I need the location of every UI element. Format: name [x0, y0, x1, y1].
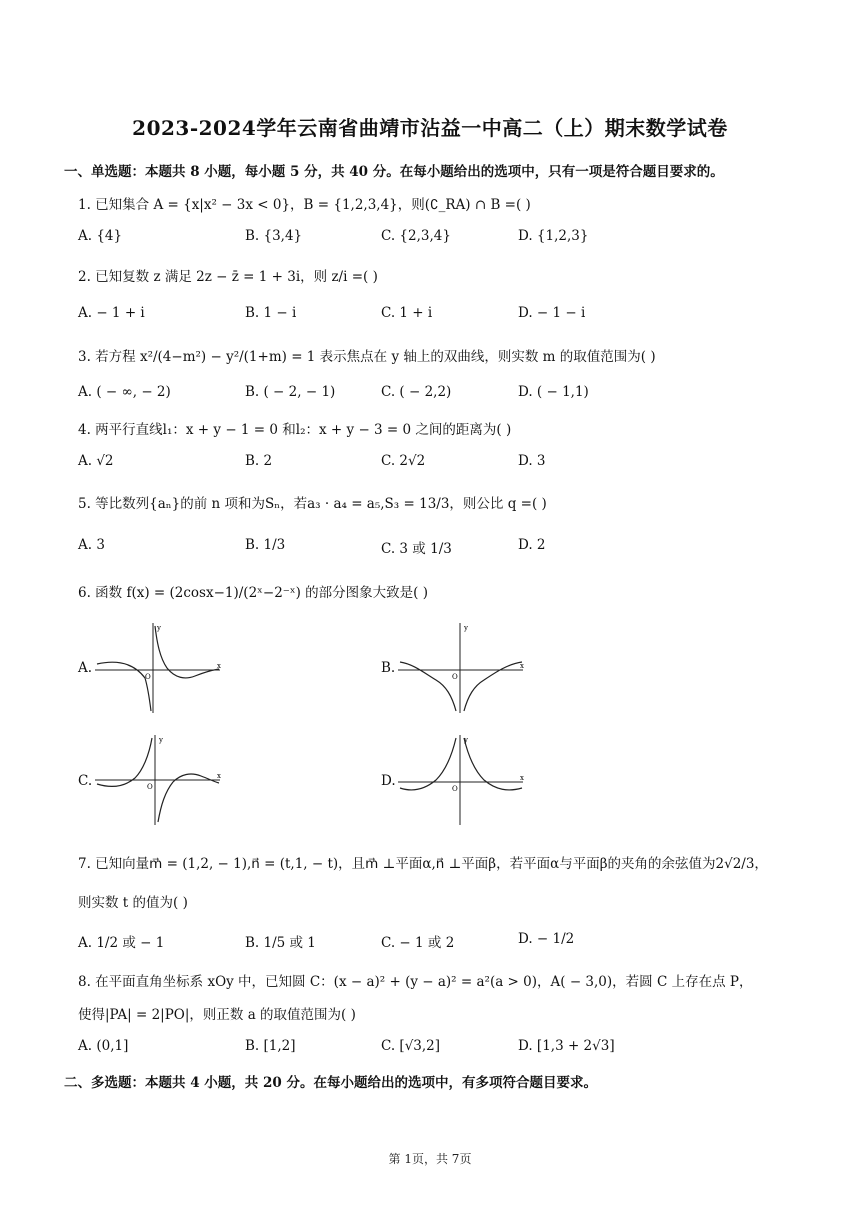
- q2-option-b: B. 1 − i: [245, 305, 297, 321]
- section-heading-single-choice: 一、单选题：本题共 8 小题，每小题 5 分，共 40 分。在每小题给出的选项中，只有一项是符合题目要求的。: [64, 164, 724, 180]
- page-title: 2023-2024学年云南省曲靖市沾益一中高二（上）期末数学试卷: [132, 116, 728, 140]
- q4-option-c: C. 2√2: [381, 453, 426, 469]
- q4-option-b: B. 2: [245, 453, 273, 469]
- q5-option-c: C. 3 或 1/3: [381, 541, 452, 557]
- q6-c-y-label: y: [159, 736, 163, 744]
- q1-option-d: D. {1,2,3}: [518, 228, 589, 244]
- q1-option-a: A. {4}: [78, 228, 123, 244]
- q1-option-c: C. {2,3,4}: [381, 228, 451, 244]
- q1-option-b: B. {3,4}: [245, 228, 303, 244]
- q8-option-a: A. (0,1]: [78, 1038, 129, 1054]
- q6-c-x-label: x: [217, 772, 221, 780]
- question-8-line-1: 8. 在平面直角坐标系 xOy 中，已知圆 C：(x − a)² + (y − a)² = a²(a > 0)，A( − 3,0)，若圆 C 上存在点 P，: [78, 974, 753, 990]
- question-8-line-2: 使得|PA| = 2|PO|，则正数 a 的取值范围为( ): [78, 1007, 356, 1023]
- question-5: 5. 等比数列{aₙ}的前 n 项和为Sₙ，若a₃ · a₄ = a₅,S₃ = 13/3，则公比 q =( ): [78, 496, 547, 512]
- q6-c-origin-label: O: [147, 783, 153, 791]
- q6-graph-b: [398, 618, 528, 713]
- q6-graph-c: [95, 730, 225, 825]
- q7-option-a: A. 1/2 或 − 1: [78, 935, 165, 951]
- q4-option-a: A. √2: [78, 453, 114, 469]
- question-1: 1. 已知集合 A = {x|x² − 3x < 0}，B = {1,2,3,4}，则(∁_RA) ∩ B =( ): [78, 197, 531, 213]
- q7-option-b: B. 1/5 或 1: [245, 935, 316, 951]
- q2-option-a: A. − 1 + i: [78, 305, 145, 321]
- q6-label-d: D.: [381, 773, 396, 789]
- q6-label-c: C.: [78, 773, 93, 789]
- question-4: 4. 两平行直线l₁：x + y − 1 = 0 和l₂：x + y − 3 = 0 之间的距离为( ): [78, 422, 512, 438]
- q7-option-d: D. − 1/2: [518, 931, 575, 947]
- q8-option-b: B. [1,2]: [245, 1038, 296, 1054]
- q8-option-c: C. [√3,2]: [381, 1038, 441, 1054]
- q2-option-c: C. 1 + i: [381, 305, 433, 321]
- q6-a-origin-label: O: [145, 673, 151, 681]
- q3-option-a: A. ( − ∞, − 2): [78, 384, 171, 400]
- q6-a-y-label: y: [157, 624, 161, 632]
- q6-b-y-label: y: [464, 624, 468, 632]
- q6-graph-d: [398, 730, 528, 825]
- question-2: 2. 已知复数 z 满足 2z − z̄ = 1 + 3i，则 z/i =( ): [78, 269, 378, 285]
- q5-option-b: B. 1/3: [245, 537, 286, 553]
- question-7-line-2: 则实数 t 的值为( ): [78, 895, 188, 911]
- q6-a-x-label: x: [217, 662, 221, 670]
- q6-label-a: A.: [78, 660, 93, 676]
- question-3: 3. 若方程 x²/(4−m²) − y²/(1+m) = 1 表示焦点在 y 轴上的双曲线，则实数 m 的取值范围为( ): [78, 349, 656, 365]
- q6-b-origin-label: O: [452, 673, 458, 681]
- q5-option-d: D. 2: [518, 537, 546, 553]
- section-heading-multiple-choice: 二、多选题：本题共 4 小题，共 20 分。在每小题给出的选项中，有多项符合题目要求。: [64, 1075, 597, 1091]
- q3-option-d: D. ( − 1,1): [518, 384, 589, 400]
- q7-option-c: C. − 1 或 2: [381, 935, 455, 951]
- q6-d-x-label: x: [520, 774, 524, 782]
- q6-d-origin-label: O: [452, 785, 458, 793]
- q2-option-d: D. − 1 − i: [518, 305, 586, 321]
- q3-option-c: C. ( − 2,2): [381, 384, 452, 400]
- question-7-line-1: 7. 已知向量m⃗ = (1,2, − 1),n⃗ = (t,1, − t)，且m⃗ ⊥平面α,n⃗ ⊥平面β，若平面α与平面β的夹角的余弦值为2√2/3，: [78, 856, 768, 872]
- q6-label-b: B.: [381, 660, 396, 676]
- page-footer: 第 1页，共 7页: [388, 1152, 472, 1166]
- q6-d-y-label: y: [464, 736, 468, 744]
- q8-option-d: D. [1,3 + 2√3]: [518, 1038, 615, 1054]
- q5-option-a: A. 3: [78, 537, 105, 553]
- q6-graph-a: [95, 618, 225, 713]
- question-6: 6. 函数 f(x) = (2cosx−1)/(2ˣ−2⁻ˣ) 的部分图象大致是( ): [78, 585, 429, 601]
- q4-option-d: D. 3: [518, 453, 546, 469]
- q3-option-b: B. ( − 2, − 1): [245, 384, 336, 400]
- q6-b-x-label: x: [520, 662, 524, 670]
